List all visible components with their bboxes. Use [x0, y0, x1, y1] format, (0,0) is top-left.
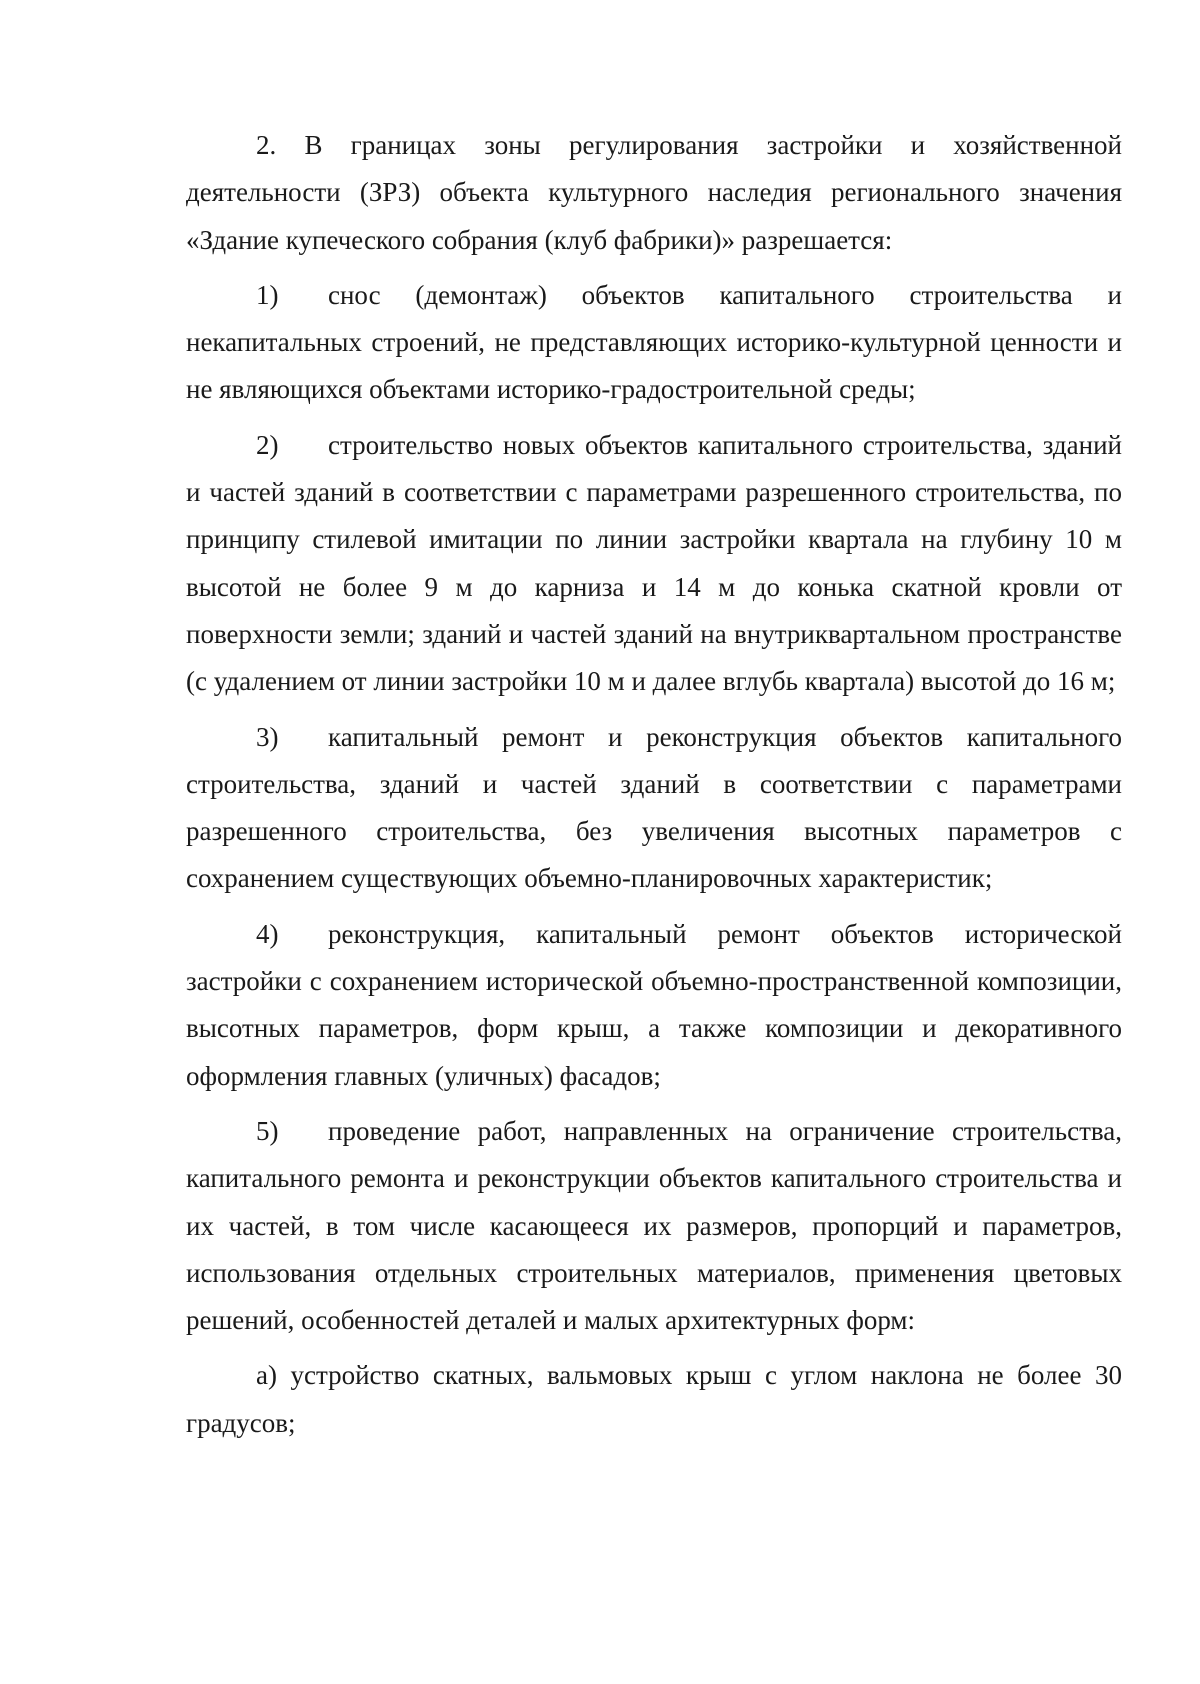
list-item-1 [186, 272, 1122, 414]
document-body [186, 122, 1122, 1447]
list-item-number: 5) [256, 1115, 279, 1146]
paragraph-intro [186, 122, 1122, 264]
list-item-text: капитальный ремонт и реконструкция объектов капитального строительства, зданий и частей зданий в соответствии с параметрами разрешенного строительства, без увеличения высотных параметров с сохранением существующих объемно-планировочных характеристик; [186, 721, 1122, 894]
list-item-text: реконструкция, капитальный ремонт объектов исторической застройки с сохранением исторической объемно-пространственной композиции, высотных параметров, форм крыш, а также композиции и декоративного оформления главных (уличных) фасадов; [186, 918, 1122, 1091]
list-item-number: 1) [256, 279, 279, 310]
list-item-number: 4) [256, 918, 279, 949]
list-item-text: снос (демонтаж) объектов капитального строительства и некапитальных строений, не представляющих историко-культурной ценности и не являющихся объектами историко-градостроительной среды; [186, 279, 1122, 405]
list-item-number: 2) [256, 429, 279, 460]
paragraph-text: 2. В границах зоны регулирования застройки и хозяйственной деятельности (ЗРЗ) объекта культурного наследия регионального значения «Здание купеческого собрания (клуб фабрики)» разрешается: [186, 130, 1122, 255]
list-item-text: проведение работ, направленных на ограничение строительства, капитального ремонта и реконструкции объектов капитального строительства и их частей, в том числе касающееся их размеров, пропорций и параметров, использования отдельных строительных материалов, применения цветовых решений, особенностей деталей и малых архитектурных форм: [186, 1115, 1122, 1336]
list-item-3 [186, 714, 1122, 903]
sub-item-a [186, 1352, 1122, 1447]
list-item-2 [186, 422, 1122, 706]
sub-item-text: а) устройство скатных, вальмовых крыш с углом наклона не более 30 градусов; [186, 1360, 1122, 1438]
list-item-5 [186, 1108, 1122, 1344]
list-item-4 [186, 911, 1122, 1100]
list-item-text: строительство новых объектов капитального строительства, зданий и частей зданий в соответствии с параметрами разрешенного строительства, по принципу стилевой имитации по линии застройки квартала на глубину 10 м высотой не более 9 м до карниза и 14 м до конька скатной кровли от поверхности земли; зданий и частей зданий на внутриквартальном пространстве (с удалением от линии застройки 10 м и далее вглубь квартала) высотой до 16 м; [186, 429, 1122, 697]
list-item-number: 3) [256, 721, 279, 752]
